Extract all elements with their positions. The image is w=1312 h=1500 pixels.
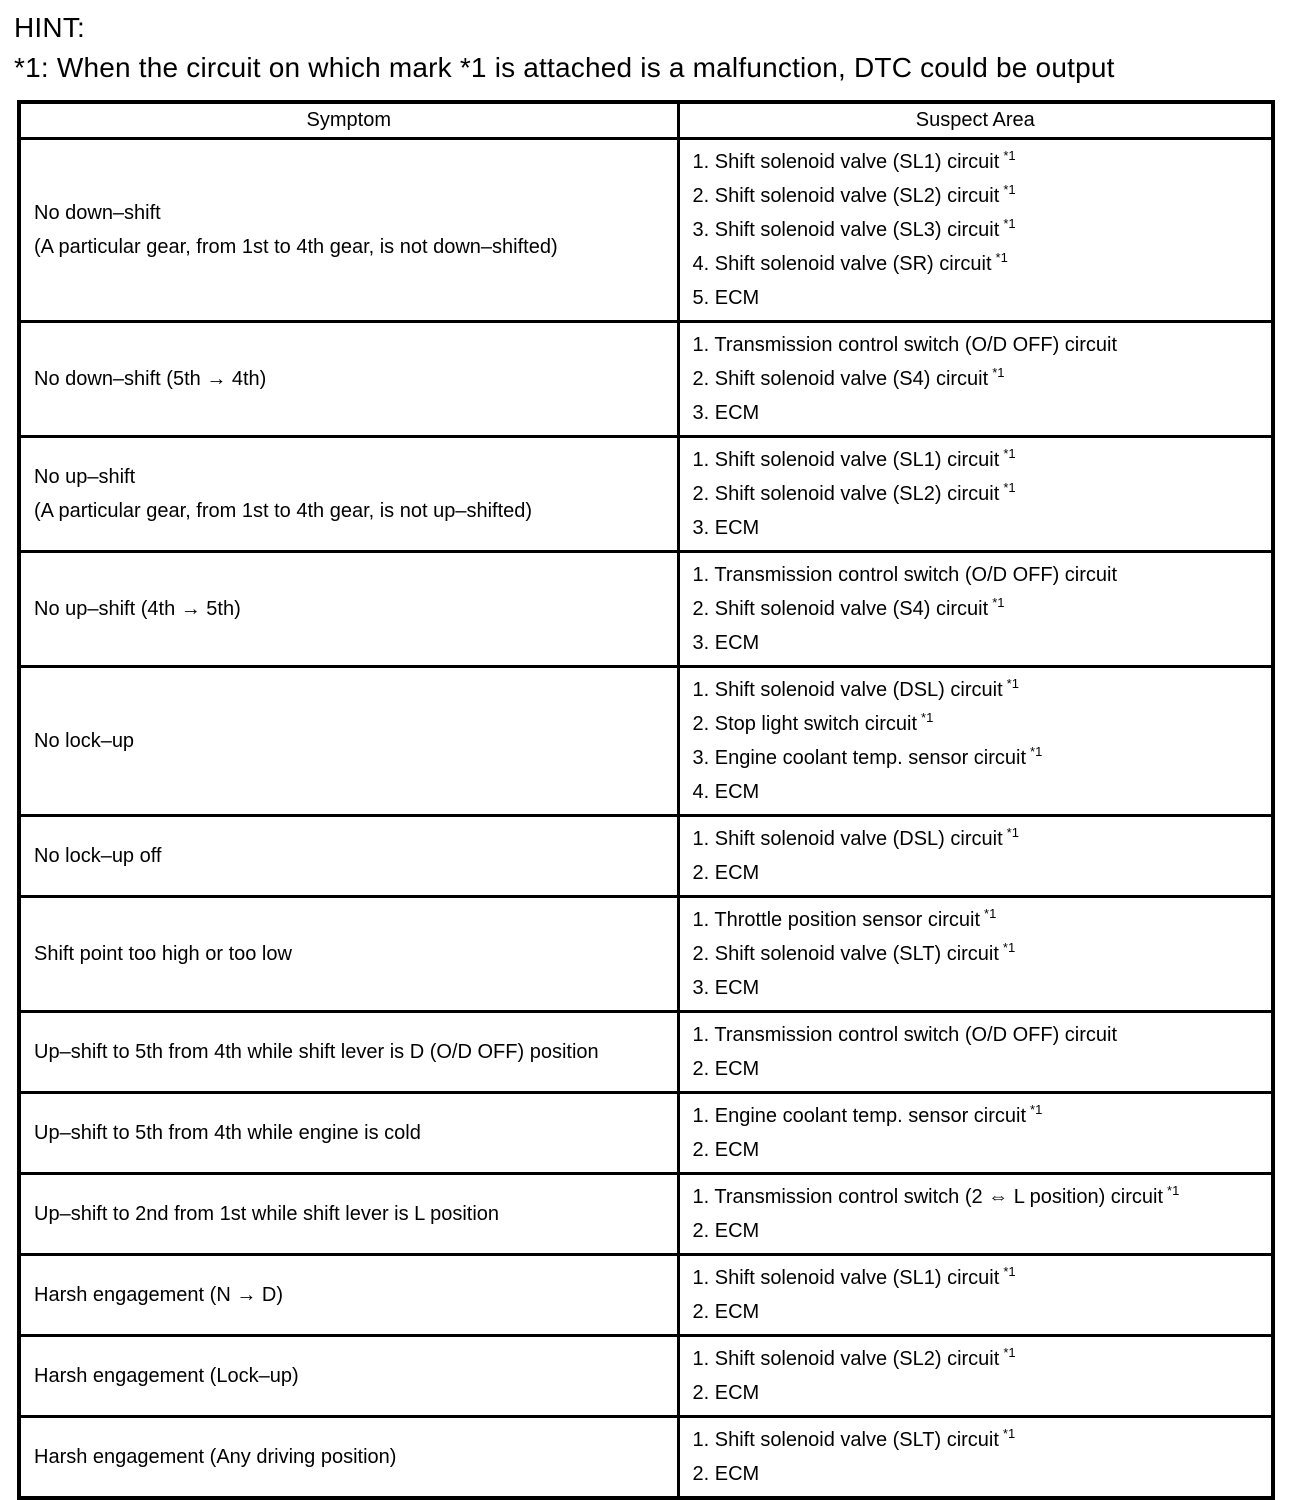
footnote-mark: *1: [1030, 743, 1043, 759]
symptom-cell: [19, 896, 678, 1011]
symptom-text: Shift point too high or too low: [34, 942, 292, 965]
suspect-area-cell: [678, 138, 1273, 321]
suspect-item: 1. Transmission control switch (2 ⇔ L position) circuit $^{*1}$: [692, 1182, 1180, 1208]
table-row: [19, 815, 1273, 896]
symptom-text: No down–shift: [34, 201, 161, 224]
suspect-item: 1. Transmission control switch (O/D OFF) circuit: [692, 1023, 1118, 1046]
suspect-item: 2. ECM: [692, 1381, 760, 1404]
symptom-cell: [19, 1173, 678, 1254]
suspect-item: 2. ECM: [692, 1300, 760, 1323]
suspect-item: 1. Shift solenoid valve (SL1) circuit $^{*1}$: [692, 445, 1016, 471]
table-row: [19, 436, 1273, 551]
table-row: [19, 666, 1273, 815]
symptom-cell: [19, 436, 678, 551]
suspect-area-cell: [678, 1254, 1273, 1335]
symptom-column-header: Symptom: [19, 102, 678, 138]
symptom-cell: [19, 666, 678, 815]
table-row: [19, 138, 1273, 321]
symptom-cell: [19, 1416, 678, 1498]
footnote-mark: *1: [1002, 1425, 1016, 1441]
suspect-item: 2. Stop light switch circuit $^{*1}$: [692, 709, 934, 735]
suspect-item: 1. Transmission control switch (O/D OFF) circuit: [692, 333, 1118, 356]
symptom-text: No lock–up: [34, 729, 135, 752]
footnote-mark: *1: [992, 594, 1005, 610]
hint-block: [14, 8, 1312, 88]
suspect-area-column-header: Suspect Area: [678, 102, 1273, 138]
symptom-text: Harsh engagement (N → D): [34, 1283, 283, 1306]
footnote-mark: *1: [1003, 479, 1016, 495]
symptom-text: Harsh engagement (Lock–up): [34, 1364, 299, 1387]
suspect-item: 2. Shift solenoid valve (S4) circuit $^{*1}$: [692, 594, 1005, 620]
suspect-item: 3. ECM: [692, 516, 760, 539]
suspect-item: 5. ECM: [692, 286, 760, 309]
footnote-mark: *1: [992, 364, 1005, 380]
suspect-item: 3. Shift solenoid valve (SL3) circuit $^{*1}$: [692, 215, 1016, 241]
suspect-area-cell: [678, 1092, 1273, 1173]
table-row: [19, 1254, 1273, 1335]
symptom-cell: [19, 551, 678, 666]
suspect-area-cell: [678, 551, 1273, 666]
suspect-item: 1. Shift solenoid valve (SL2) circuit $^{*1}$: [692, 1344, 1016, 1370]
table-row: [19, 1173, 1273, 1254]
suspect-item: 3. ECM: [692, 631, 760, 654]
table-row: [19, 1416, 1273, 1498]
symptom-text: Harsh engagement (Any driving position): [34, 1445, 397, 1468]
suspect-item: 1. Throttle position sensor circuit $^{*1}$: [692, 905, 997, 931]
suspect-area-cell: [678, 1416, 1273, 1498]
symptom-text: No lock–up off: [34, 844, 162, 867]
table-row: [19, 896, 1273, 1011]
symptom-text: Up–shift to 2nd from 1st while shift lever is L position: [34, 1202, 500, 1225]
symptom-text: (A particular gear, from 1st to 4th gear, is not down–shifted): [34, 235, 558, 258]
suspect-item: 2. ECM: [692, 1219, 760, 1242]
symptom-text: No up–shift: [34, 465, 136, 488]
suspect-item: 1. Shift solenoid valve (SLT) circuit $^{*1}$: [692, 1425, 1016, 1451]
suspect-item: 2. Shift solenoid valve (SLT) circuit $^{*1}$: [692, 939, 1016, 965]
suspect-item: 3. ECM: [692, 401, 760, 424]
suspect-item: 3. Engine coolant temp. sensor circuit $^{*1}$: [692, 743, 1043, 769]
symptom-text: Up–shift to 5th from 4th while engine is cold: [34, 1121, 421, 1144]
suspect-item: 4. Shift solenoid valve (SR) circuit $^{*1}$: [692, 249, 1008, 275]
symptom-text: (A particular gear, from 1st to 4th gear, is not up–shifted): [34, 499, 533, 522]
symptom-cell: [19, 138, 678, 321]
suspect-item: 2. ECM: [692, 1057, 760, 1080]
suspect-area-cell: [678, 896, 1273, 1011]
table-row: [19, 551, 1273, 666]
symptom-cell: [19, 1335, 678, 1416]
suspect-item: 1. Shift solenoid valve (DSL) circuit $^{*1}$: [692, 824, 1019, 850]
suspect-item: 3. ECM: [692, 976, 760, 999]
suspect-item: 2. ECM: [692, 861, 760, 884]
footnote-mark: *1: [1006, 675, 1019, 691]
footnote-mark: *1: [1003, 1263, 1016, 1279]
suspect-item: 1. Shift solenoid valve (DSL) circuit $^{*1}$: [692, 675, 1019, 701]
suspect-area-cell: [678, 436, 1273, 551]
symptom-cell: [19, 1254, 678, 1335]
table-row: [19, 1335, 1273, 1416]
footnote-mark: *1: [1030, 1101, 1043, 1117]
hint-label: HINT:: [14, 12, 85, 43]
footnote-mark: *1: [1167, 1182, 1180, 1198]
footnote-mark: *1: [1003, 445, 1016, 461]
suspect-item: 4. ECM: [692, 780, 760, 803]
suspect-item: 1. Engine coolant temp. sensor circuit $^{*1}$: [692, 1101, 1043, 1127]
symptom-text: No up–shift (4th → 5th): [34, 597, 241, 620]
suspect-item: 2. Shift solenoid valve (SL2) circuit $^{*1}$: [692, 479, 1016, 505]
symptom-suspect-table: [17, 100, 1275, 1500]
table-row: [19, 321, 1273, 436]
table-row: [19, 1092, 1273, 1173]
suspect-item: 2. Shift solenoid valve (S4) circuit $^{*1}$: [692, 364, 1005, 390]
footnote-mark: *1: [1003, 215, 1016, 231]
suspect-area-cell: [678, 1173, 1273, 1254]
footnote-mark: *1: [995, 249, 1008, 265]
suspect-area-cell: [678, 321, 1273, 436]
suspect-item: 2. ECM: [692, 1138, 760, 1161]
symptom-cell: [19, 321, 678, 436]
suspect-area-cell: [678, 666, 1273, 815]
footnote-mark: *1: [1003, 1344, 1016, 1360]
suspect-area-cell: [678, 1335, 1273, 1416]
symptom-cell: [19, 815, 678, 896]
footnote-mark: *1: [1006, 824, 1019, 840]
footnote-mark: *1: [1002, 939, 1016, 955]
footnote-mark: *1: [1003, 147, 1016, 163]
suspect-area-cell: [678, 1011, 1273, 1092]
suspect-item: 2. Shift solenoid valve (SL2) circuit $^{*1}$: [692, 181, 1016, 207]
suspect-item: 2. ECM: [692, 1462, 760, 1485]
footnote-mark: *1: [984, 905, 997, 921]
hint-footnote-text: *1: When the circuit on which mark *1 is attached is a malfunction, DTC could be output: [14, 52, 1115, 83]
symptom-text: Up–shift to 5th from 4th while shift lever is D (O/D OFF) position: [34, 1040, 599, 1063]
symptom-text: No down–shift (5th → 4th): [34, 367, 267, 390]
footnote-mark: *1: [921, 709, 934, 725]
table-header-row: [19, 102, 1273, 138]
suspect-item: 1. Transmission control switch (O/D OFF) circuit: [692, 563, 1118, 586]
footnote-mark: *1: [1003, 181, 1016, 197]
suspect-item: 1. Shift solenoid valve (SL1) circuit $^{*1}$: [692, 147, 1016, 173]
suspect-area-cell: [678, 815, 1273, 896]
suspect-item: 1. Shift solenoid valve (SL1) circuit $^{*1}$: [692, 1263, 1016, 1289]
symptom-cell: [19, 1011, 678, 1092]
table-row: [19, 1011, 1273, 1092]
symptom-cell: [19, 1092, 678, 1173]
